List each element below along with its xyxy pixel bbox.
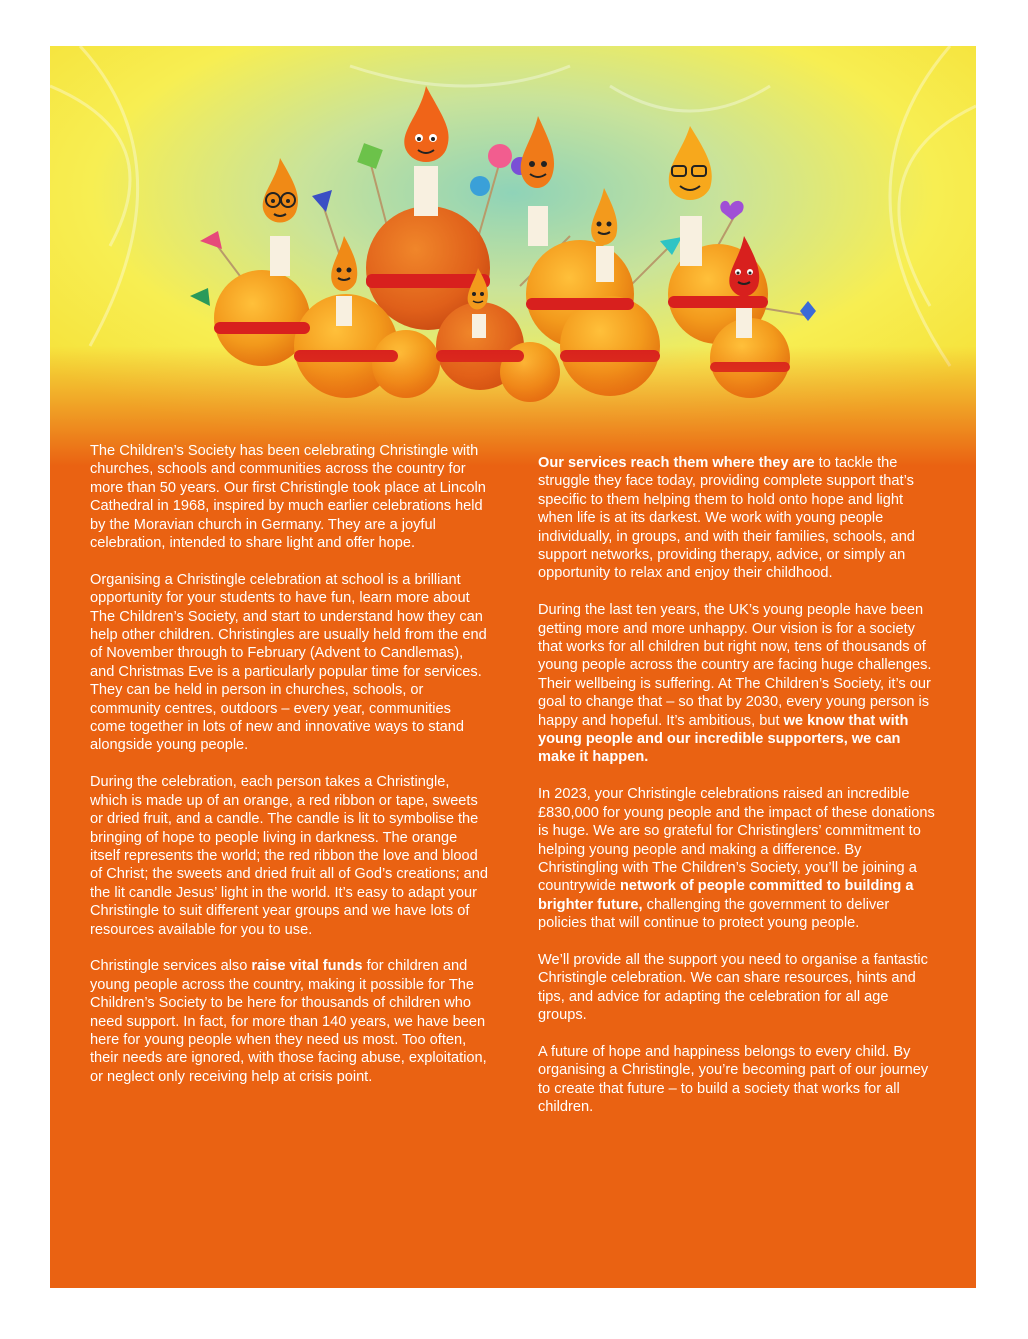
paragraph bbox=[538, 785, 938, 932]
bold-text: raise vital funds bbox=[251, 958, 363, 975]
text-run: challenging the government to deliver policies that will continue to protect young people. bbox=[538, 896, 890, 932]
paragraph: Organising a Christingle celebration at school is a brilliant opportunity for your students to have fun, learn more about The Children’s Society, and start to understand how they can help other children. Christingles are usually held from the end of November through to February (Advent to Candlemas), and Christmas Eve is a particularly popular time for services. They can be held in person in churches, schools, or community centres, outdoors – every year, communities come together in lots of new and innovative ways to stand alongside young people. bbox=[90, 571, 487, 754]
paragraph bbox=[90, 957, 490, 1086]
content-panel bbox=[50, 46, 976, 1288]
paragraph: During the celebration, each person takes a Christingle, which is made up of an orange, a red ribbon or tape, sweets or dried fruit, and a candle. The candle is lit to symbolise the bringing of hope to people living in darkness. The orange itself represents the world; the red ribbon the love and blood of Christ; the sweets and dried fruit all of God’s creations; and the lit candle Jesus’ light in the world. It’s easy to adapt your Christingle to suit different year groups and we have lots of resources available for you to use. bbox=[90, 774, 489, 938]
paragraph: We’ll provide all the support you need to organise a fantastic Christingle celebration. We can share resources, hints and tips, and advice for adapting the celebration for all age groups. bbox=[538, 951, 928, 1024]
paragraph bbox=[538, 454, 938, 583]
christingle-illustration bbox=[50, 46, 976, 466]
text-run: In 2023, your Christingle celebrations raised an incredible £830,000 for young people and the impact of these donations is huge. We are so grateful for Christinglers’ commitment to helping young people and making a difference. By Christingling with The Children’s Society, you’ll be joining a countrywide bbox=[538, 786, 935, 895]
paragraph bbox=[538, 601, 938, 767]
bold-text: network of people committed to building a brighter future, bbox=[538, 878, 914, 913]
bold-text: we know that with young people and our incredible supporters, we can make it happen. bbox=[538, 712, 909, 766]
text-run: to tackle the struggle they face today, providing complete support that’s specific to them helping them to hold onto hope and light when life is at its darkest. We work with young people individually, in groups, and with their families, schools, and support networks, providing therapy, advice, or simply an opportunity to relax and enjoy their childhood. bbox=[538, 455, 915, 582]
left-column bbox=[90, 442, 490, 1105]
right-column bbox=[538, 454, 938, 1135]
paragraph: A future of hope and happiness belongs to every child. By organising a Christingle, you’re becoming part of our journey to create that future – to build a society that works for all children. bbox=[538, 1043, 929, 1116]
bold-text: Our services reach them where they are bbox=[538, 455, 815, 471]
text-run: During the last ten years, the UK’s young people have been getting more and more unhappy. Our vision is for a society that works for all children but right now, tens of thousands of young people across the country are facing huge challenges. Their wellbeing is suffering. At The Children’s Society, it’s our goal to change that – so that by 2030, every young person is happy and hopeful. It’s ambitious, but bbox=[538, 602, 932, 729]
text-run: for children and young people across the country, making it possible for The Children’s Society to be here for thousands of children who need support. In fact, for more than 140 years, we have been here for young people when they need us most. Too often, their needs are ignored, with those facing abuse, exploitation, or neglect only receiving help at crisis point. bbox=[90, 958, 487, 1085]
paragraph: The Children’s Society has been celebrating Christingle with churches, schools and communities across the country for more than 50 years. Our first Christingle took place at Lincoln Cathedral in 1968, inspired by much earlier celebrations held by the Moravian church in Germany. They are a joyful celebration, intended to share light and offer hope. bbox=[90, 443, 486, 552]
text-run: Christingle services also bbox=[90, 958, 252, 975]
